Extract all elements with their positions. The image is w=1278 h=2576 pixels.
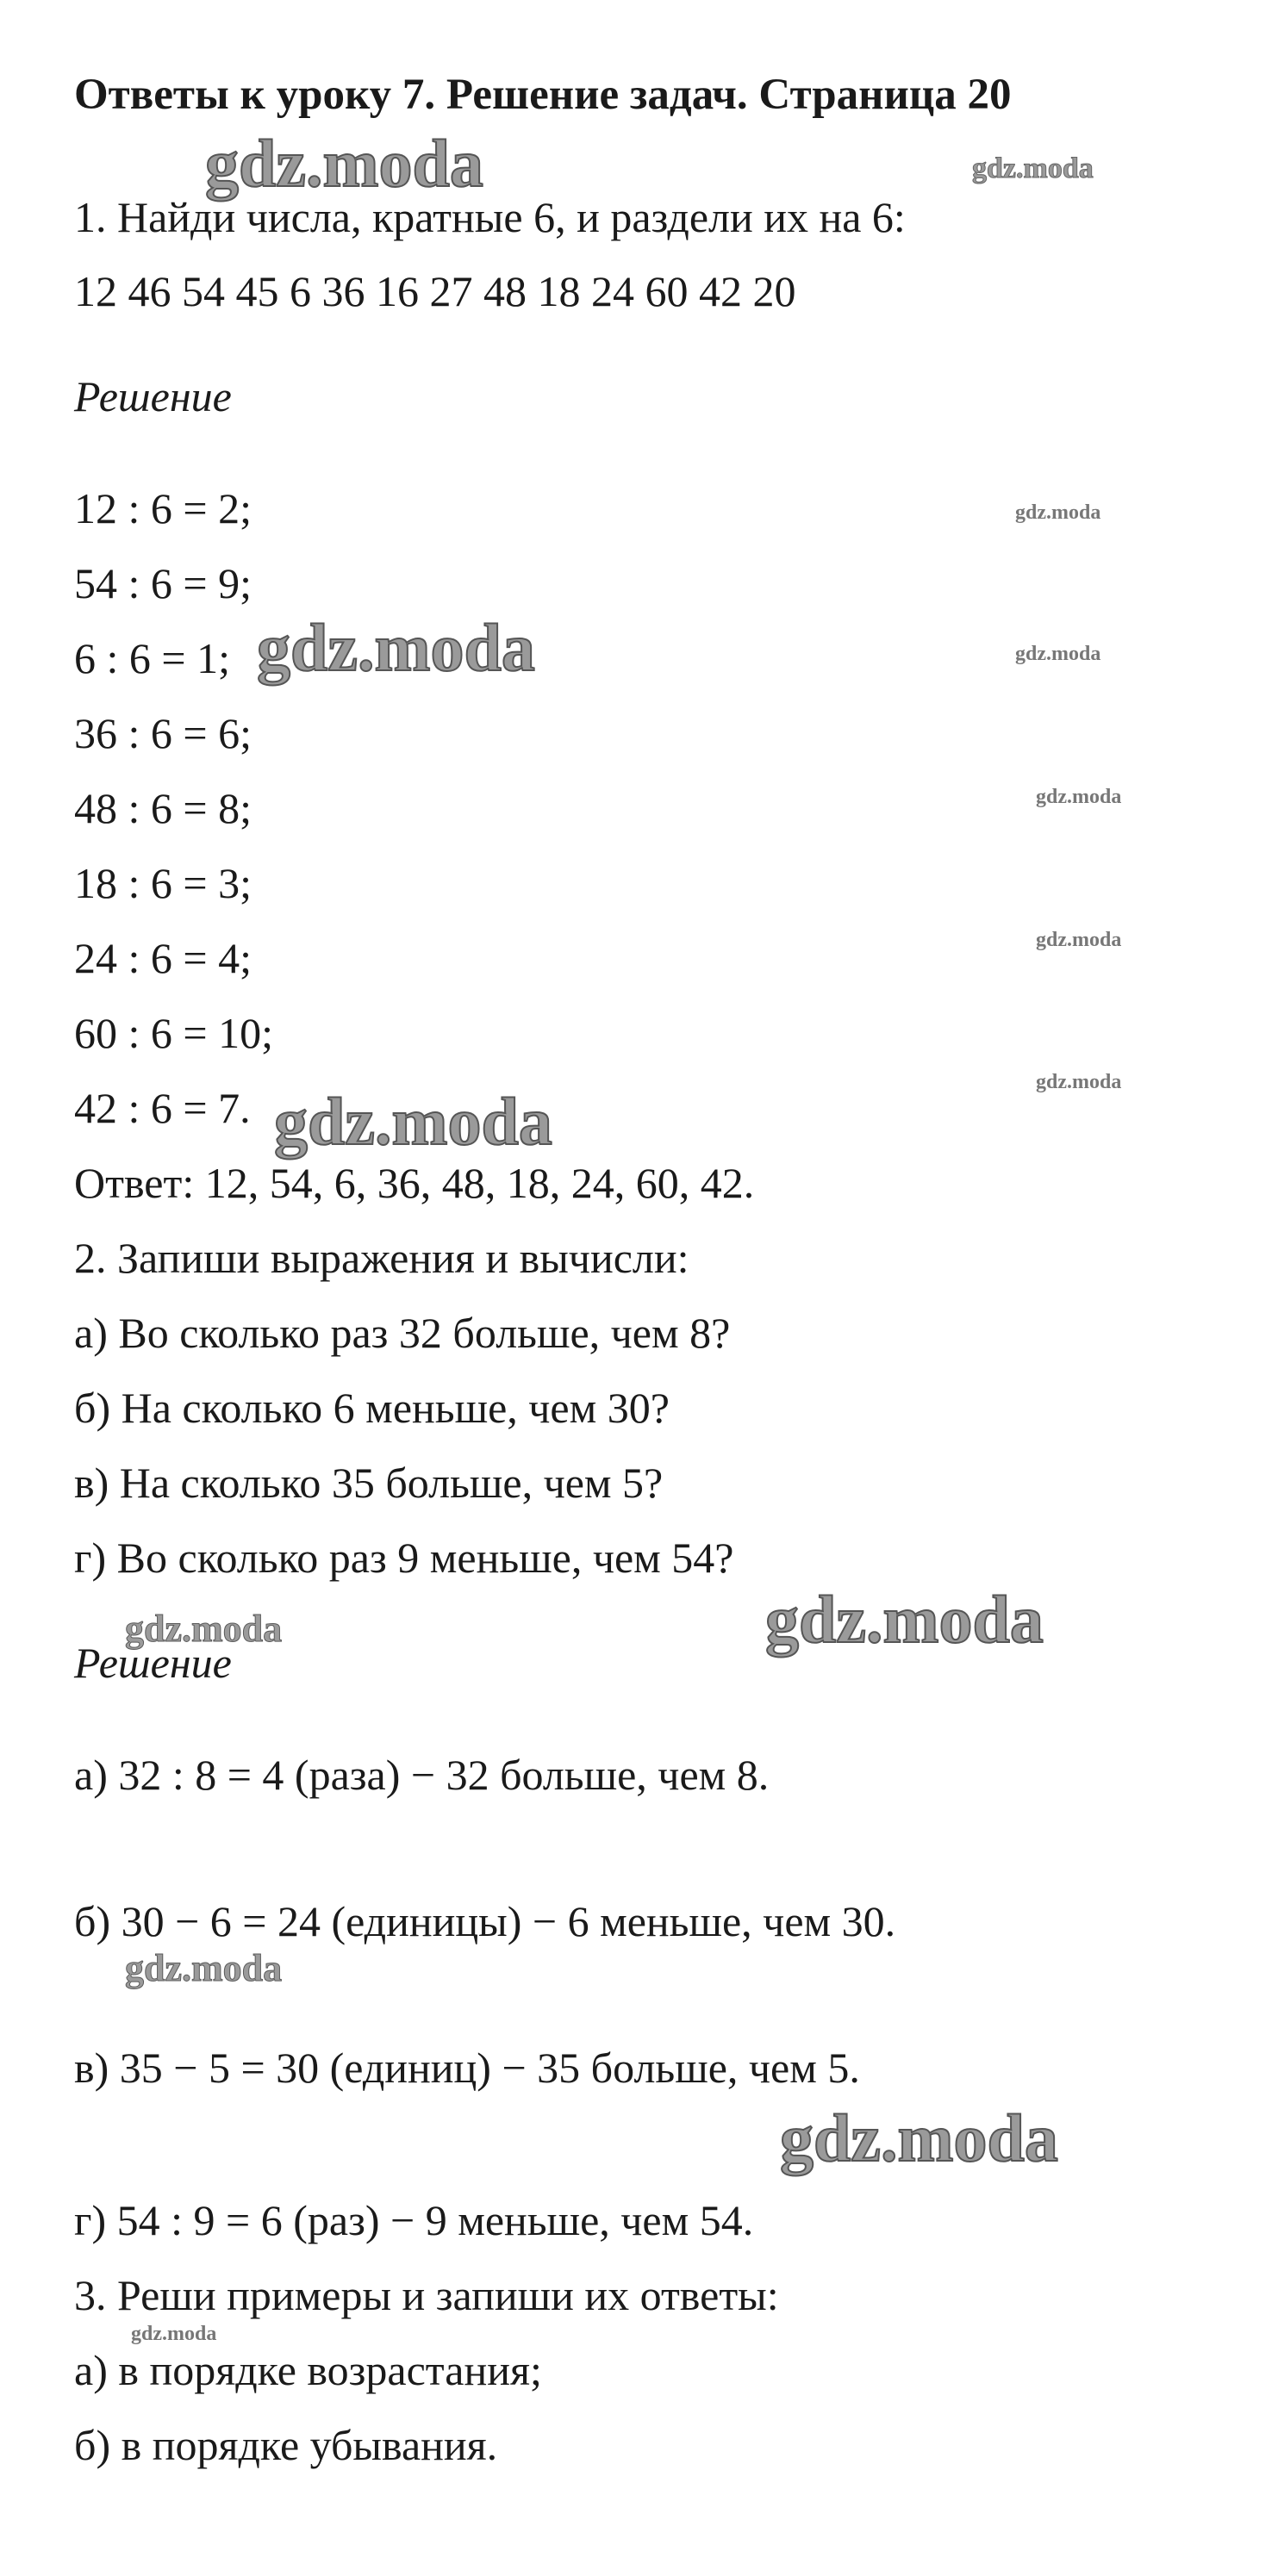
task2-item: а) Во сколько раз 32 больше, чем 8?	[74, 1309, 731, 1357]
task1-prompt: 1. Найди числа, кратные 6, и раздели их на 6:	[74, 193, 906, 241]
task1-solution-line: 54 : 6 = 9;	[74, 559, 252, 607]
task2-solution-line: в) 35 − 5 = 30 (единиц) − 35 больше, чем 5.	[74, 2044, 860, 2092]
watermark: gdz.moda	[1036, 1071, 1122, 1093]
watermark: gdz.moda	[274, 1084, 552, 1159]
watermark: gdz.moda	[1036, 929, 1122, 951]
watermark: gdz.moda	[125, 1608, 283, 1650]
watermark: gdz.moda	[972, 152, 1094, 184]
task1-solution-line: 60 : 6 = 10;	[74, 1009, 273, 1057]
task1-numbers: 12 46 54 45 6 36 16 27 48 18 24 60 42 20	[74, 267, 796, 315]
task3-prompt: 3. Реши примеры и запиши их ответы:	[74, 2271, 779, 2319]
task2-item: г) Во сколько раз 9 меньше, чем 54?	[74, 1534, 734, 1582]
task1-answer: Ответ: 12, 54, 6, 36, 48, 18, 24, 60, 42.	[74, 1159, 755, 1207]
watermark: gdz.moda	[1036, 786, 1122, 808]
task2-item: в) На сколько 35 больше, чем 5?	[74, 1459, 664, 1507]
watermark: gdz.moda	[1015, 501, 1101, 524]
task2-item: б) На сколько 6 меньше, чем 30?	[74, 1384, 670, 1432]
watermark: gdz.moda	[205, 126, 483, 201]
watermark: gdz.moda	[125, 1947, 283, 1989]
watermark: gdz.moda	[780, 2100, 1058, 2175]
task1-solution-line: 12 : 6 = 2;	[74, 484, 252, 532]
page-title: Ответы к уроку 7. Решение задач. Страница 20	[74, 71, 1012, 119]
task2-solution-line: а) 32 : 8 = 4 (раза) − 32 больше, чем 8.	[74, 1751, 770, 1799]
task3-item: б) в порядке убывания.	[74, 2421, 498, 2469]
task1-solution-line: 42 : 6 = 7.	[74, 1084, 251, 1132]
task3-item: а) в порядке возрастания;	[74, 2346, 542, 2394]
task2-prompt: 2. Запиши выражения и вычисли:	[74, 1234, 689, 1282]
watermark: gdz.moda	[765, 1582, 1044, 1657]
task2-solution-label: Решение	[74, 1639, 232, 1687]
task2-solution-line: г) 54 : 9 = 6 (раз) − 9 меньше, чем 54.	[74, 2196, 754, 2244]
task1-solution-line: 24 : 6 = 4;	[74, 934, 252, 982]
watermark: gdz.moda	[1015, 643, 1101, 665]
task2-solution-line: б) 30 − 6 = 24 (единицы) − 6 меньше, чем 30.	[74, 1897, 896, 1945]
task1-solution-label: Решение	[74, 372, 232, 420]
watermark: gdz.moda	[257, 610, 535, 685]
task1-solution-line: 48 : 6 = 8;	[74, 784, 252, 832]
task1-solution-line: 6 : 6 = 1;	[74, 634, 230, 682]
task1-solution-line: 36 : 6 = 6;	[74, 709, 252, 757]
watermark: gdz.moda	[131, 2323, 217, 2345]
task1-solution-line: 18 : 6 = 3;	[74, 859, 252, 907]
